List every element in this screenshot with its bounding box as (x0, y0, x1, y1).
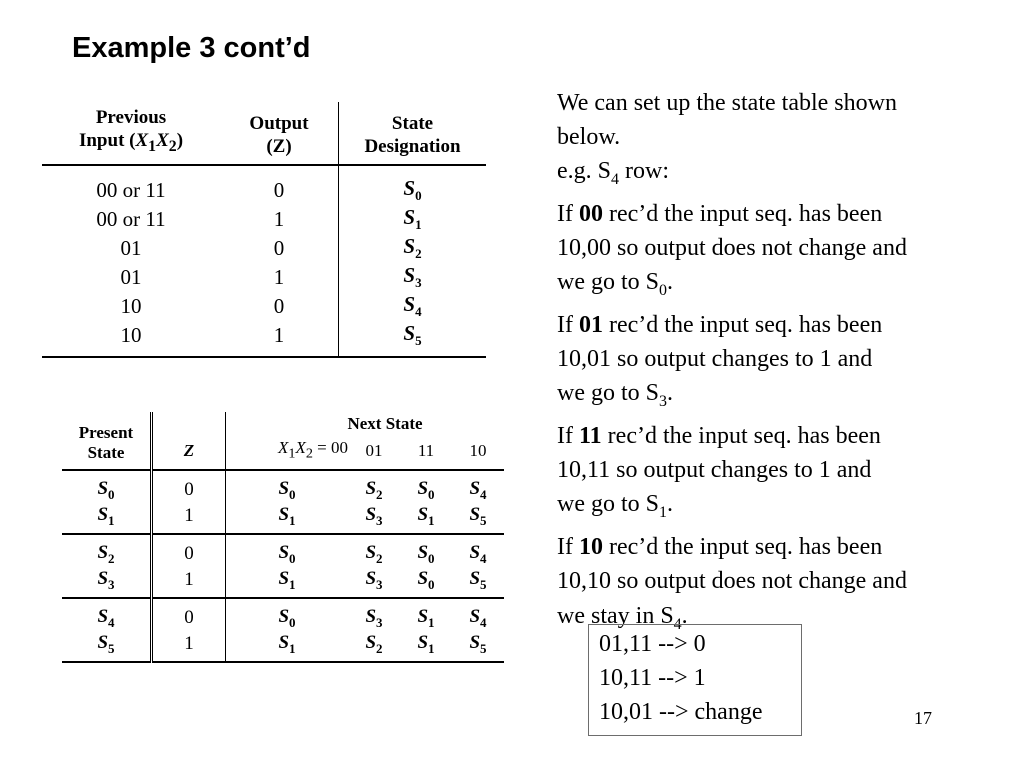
next-state-cell (400, 598, 452, 631)
previous-input-cell: 00 or 11 (96, 177, 166, 202)
state-letter: S (97, 605, 109, 627)
output-header-line1: Output (249, 112, 309, 134)
state-letter: S (469, 631, 481, 653)
next-state-cell (226, 534, 349, 567)
case-line3-subscript: 4 (673, 615, 682, 633)
case-line3-subscript: 3 (659, 393, 667, 411)
explanation-text (557, 86, 997, 641)
state-letter: S (278, 605, 290, 627)
state-letter: S (469, 567, 481, 589)
state-subscript: 1 (415, 217, 422, 233)
example-line (557, 154, 997, 197)
if-word: If (557, 312, 579, 339)
table-row (42, 205, 486, 234)
state-letter: S (403, 176, 416, 201)
state-subscript: 2 (376, 550, 383, 566)
previous-input-header-line1: Previous (95, 107, 167, 128)
state-subscript: 1 (289, 576, 296, 592)
previous-input-cell: 00 or 11 (96, 206, 166, 231)
state-header-line2: Designation (364, 135, 461, 157)
state-subscript: 0 (428, 576, 435, 592)
state-letter: S (97, 477, 109, 499)
example-suffix: row: (619, 158, 669, 185)
state-cell (339, 165, 487, 205)
input-10-header: 10 (452, 436, 504, 470)
state-letter: S (469, 541, 481, 563)
case-input: 00 (578, 201, 603, 228)
present-header-line2: State (87, 443, 125, 463)
x1-subscript: 1 (288, 445, 296, 462)
next-state-cell (400, 567, 452, 598)
present-state-cell (62, 631, 152, 662)
state-subscript: 3 (415, 275, 422, 291)
input-00-label: = 00 (312, 438, 348, 457)
input-01-header: 01 (348, 436, 400, 470)
previous-input-cell: 10 (42, 321, 220, 357)
table-row (62, 567, 504, 598)
present-state-cell (62, 534, 152, 567)
output-cell: 0 (273, 293, 285, 318)
case-line1-rest: rec’d the input seq. has been (602, 312, 883, 339)
state-letter: S (403, 292, 416, 317)
summary-box (588, 624, 802, 736)
case-line-2: 10,01 so output changes to 1 and (557, 346, 873, 373)
state-designation-table (42, 102, 486, 358)
state-letter: S (417, 541, 429, 563)
previous-input-header (42, 102, 220, 165)
next-state-cell (400, 503, 452, 534)
z-cell: 0 (152, 598, 226, 631)
z-header-spacer (152, 412, 226, 436)
state-letter: S (417, 477, 429, 499)
state-subscript: 0 (428, 486, 435, 502)
next-state-cell (452, 631, 504, 662)
case-line1-rest: rec’d the input seq. has been (602, 201, 883, 228)
state-letter: S (278, 477, 290, 499)
state-subscript: 1 (428, 512, 435, 528)
state-cell (339, 234, 487, 263)
x2-subscript: 2 (305, 445, 313, 462)
case-line-1 (557, 308, 997, 342)
output-header-line2: (Z) (266, 135, 292, 157)
table-row (62, 534, 504, 567)
next-state-cell (226, 503, 349, 534)
next-state-cell (226, 631, 349, 662)
present-state-cell (62, 567, 152, 598)
state-subscript: 0 (108, 486, 115, 502)
present-state-cell (62, 503, 152, 534)
next-state-header: Next State (226, 412, 505, 436)
state-subscript: 0 (289, 614, 296, 630)
present-header-line1: Present (78, 423, 134, 443)
table1-header-row (42, 102, 486, 165)
next-state-cell (226, 567, 349, 598)
state-letter: S (365, 567, 377, 589)
next-state-cell (400, 534, 452, 567)
table-row (42, 292, 486, 321)
case-line-2: 10,11 so output changes to 1 and (557, 457, 872, 484)
case-line3-prefix: we go to S (557, 380, 659, 407)
state-subscript: 0 (428, 550, 435, 566)
state-subscript: 2 (108, 550, 115, 566)
state-subscript: 5 (480, 576, 487, 592)
next-state-cell (452, 470, 504, 503)
if-word: If (557, 201, 579, 228)
output-cell: 0 (273, 235, 285, 260)
case-line3-suffix: . (667, 380, 673, 407)
next-state-cell (452, 598, 504, 631)
case-line-1 (557, 197, 997, 231)
state-subscript: 1 (289, 640, 296, 656)
state-letter: S (469, 477, 481, 499)
state-cell (339, 321, 487, 357)
z-cell: 1 (152, 567, 226, 598)
state-subscript: 5 (480, 640, 487, 656)
state-header-line1: State (391, 112, 434, 134)
if-word: If (557, 423, 579, 450)
state-letter: S (403, 205, 416, 230)
state-subscript: 1 (108, 512, 115, 528)
next-state-cell (348, 534, 400, 567)
input-11-header: 11 (400, 436, 452, 470)
output-cell: 0 (273, 177, 285, 202)
case-input: 11 (578, 423, 602, 450)
next-state-cell (348, 567, 400, 598)
state-subscript: 1 (428, 614, 435, 630)
state-subscript: 0 (289, 486, 296, 502)
intro-line-2: below. (557, 124, 621, 151)
next-state-cell (226, 470, 349, 503)
z-cell: 1 (152, 631, 226, 662)
state-letter: S (278, 503, 290, 525)
x2-symbol: X (156, 130, 169, 151)
case-line3-suffix: . (667, 269, 673, 296)
case-line-3 (557, 265, 997, 308)
state-subscript: 3 (108, 576, 115, 592)
table-row (62, 598, 504, 631)
state-subscript: 3 (376, 576, 383, 592)
state-subscript: 2 (376, 486, 383, 502)
state-letter: S (417, 567, 429, 589)
case-line3-subscript: 1 (659, 504, 667, 522)
present-state-cell (62, 470, 152, 503)
state-subscript: 3 (376, 614, 383, 630)
example-subscript: 4 (611, 170, 619, 188)
next-state-cell (226, 598, 349, 631)
state-subscript: 5 (480, 512, 487, 528)
case-line3-suffix: . (681, 602, 688, 629)
state-designation-header (339, 102, 487, 165)
state-table (62, 412, 506, 663)
next-state-cell (348, 631, 400, 662)
z-cell: 0 (152, 534, 226, 567)
state-subscript: 5 (108, 640, 115, 656)
previous-input-header-line2-suffix: ) (176, 130, 184, 151)
x1-symbol: X (277, 438, 289, 457)
summary-line: 10,01 --> change (599, 699, 763, 725)
case-line3-prefix: we go to S (557, 269, 659, 296)
next-state-cell (452, 567, 504, 598)
table-row (62, 470, 504, 503)
state-subscript: 1 (428, 640, 435, 656)
table-row (42, 321, 486, 357)
state-subscript: 2 (376, 640, 383, 656)
output-cell: 1 (273, 206, 285, 231)
state-subscript: 3 (376, 512, 383, 528)
state-subscript: 1 (289, 512, 296, 528)
state-subscript: 4 (480, 486, 487, 502)
state-subscript: 2 (415, 246, 422, 262)
state-cell (339, 263, 487, 292)
table-row (62, 503, 504, 534)
case-line-1 (557, 530, 997, 564)
next-state-cell (400, 470, 452, 503)
next-state-cell (452, 503, 504, 534)
if-word: If (557, 534, 579, 561)
state-letter: S (365, 605, 377, 627)
previous-input-cell: 10 (120, 293, 142, 318)
state-letter: S (97, 567, 109, 589)
state-letter: S (417, 631, 429, 653)
case-line1-rest: rec’d the input seq. has been (602, 534, 883, 561)
page-number: 17 (914, 708, 932, 728)
next-state-cell (348, 470, 400, 503)
case-input: 10 (578, 534, 603, 561)
state-letter: S (365, 503, 377, 525)
state-letter: S (469, 605, 481, 627)
z-header (152, 436, 226, 470)
z-symbol: Z (183, 440, 195, 460)
case-line-1 (557, 419, 997, 453)
z-cell: 1 (152, 503, 226, 534)
table-row (42, 234, 486, 263)
case-line-3 (557, 376, 997, 419)
state-letter: S (403, 234, 416, 259)
input-00-header (226, 436, 349, 470)
state-cell (339, 205, 487, 234)
table-row (42, 263, 486, 292)
state-letter: S (278, 567, 290, 589)
next-state-cell (348, 598, 400, 631)
z-cell: 0 (152, 470, 226, 503)
state-letter: S (278, 631, 290, 653)
state-subscript: 4 (108, 614, 115, 630)
previous-input-header-line2-prefix: Input ( (78, 130, 136, 151)
state-letter: S (97, 631, 109, 653)
present-state-header (62, 412, 152, 470)
state-cell (339, 292, 487, 321)
state-letter: S (365, 477, 377, 499)
next-state-cell (348, 503, 400, 534)
state-letter: S (417, 605, 429, 627)
state-subscript: 5 (415, 333, 422, 349)
next-state-cell (452, 534, 504, 567)
x2-subscript: 2 (168, 137, 177, 155)
case-line3-suffix: . (667, 491, 673, 518)
intro-line-1: We can set up the state table shown (557, 90, 897, 116)
state-letter: S (403, 321, 416, 346)
present-state-cell (62, 598, 152, 631)
case-line3-prefix: we go to S (557, 491, 659, 518)
state-letter: S (365, 541, 377, 563)
output-cell: 1 (273, 264, 285, 289)
state-letter: S (97, 541, 109, 563)
example-prefix: e.g. S (557, 158, 611, 185)
summary-line: 01,11 --> 0 (599, 631, 706, 657)
previous-input-cell: 01 (120, 235, 142, 260)
table2-header-row-1 (62, 412, 504, 436)
state-letter: S (365, 631, 377, 653)
x1-subscript: 1 (148, 137, 157, 155)
state-letter: S (417, 503, 429, 525)
next-state-cell (400, 631, 452, 662)
output-header (220, 102, 339, 165)
table-row (62, 631, 504, 662)
table-row (42, 165, 486, 205)
state-subscript: 4 (415, 304, 422, 320)
state-subscript: 4 (480, 550, 487, 566)
x2-symbol: X (295, 438, 306, 457)
case-line3-subscript: 0 (659, 282, 667, 300)
case-line-3 (557, 487, 997, 530)
previous-input-cell: 01 (120, 264, 142, 289)
state-letter: S (278, 541, 290, 563)
state-subscript: 0 (415, 188, 422, 204)
case-input: 01 (578, 312, 603, 339)
state-subscript: 0 (289, 550, 296, 566)
output-cell: 1 (220, 321, 339, 357)
summary-line: 10,11 --> 1 (599, 665, 706, 691)
case-line1-rest: rec’d the input seq. has been (601, 423, 881, 450)
case-line3-prefix: we stay in S (557, 602, 674, 629)
x1-symbol: X (135, 130, 149, 151)
case-line-2: 10,00 so output does not change and (557, 235, 907, 262)
state-letter: S (403, 263, 416, 288)
state-letter: S (469, 503, 481, 525)
state-letter: S (97, 503, 109, 525)
state-subscript: 4 (480, 614, 487, 630)
case-line-2: 10,10 so output does not change and (557, 568, 907, 595)
slide-title: Example 3 cont’d (72, 32, 311, 64)
